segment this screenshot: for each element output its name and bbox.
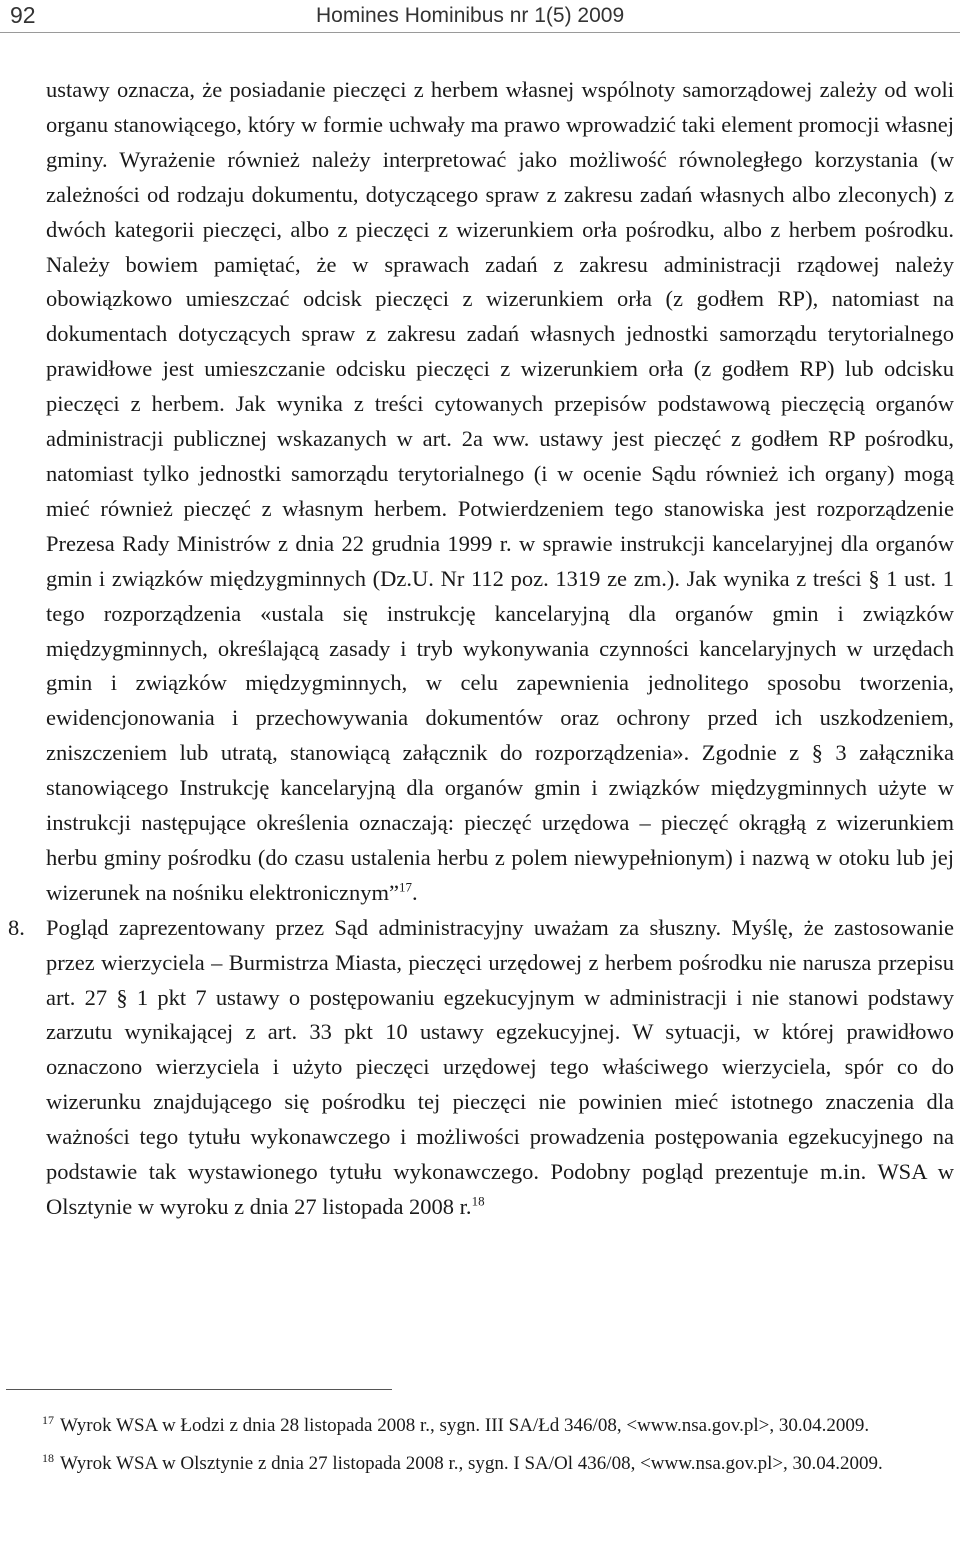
paragraph-continuation bbox=[46, 73, 954, 911]
footnote-mark: 18 bbox=[42, 1450, 54, 1465]
numbered-item-8 bbox=[8, 911, 954, 1225]
footnote-separator bbox=[6, 1389, 392, 1390]
footnote-ref-18: 18 bbox=[471, 1193, 485, 1209]
paragraph-end-punctuation: . bbox=[412, 879, 418, 905]
footnote-18 bbox=[6, 1448, 954, 1480]
footnotes bbox=[6, 1410, 954, 1486]
footnote-mark: 17 bbox=[42, 1412, 54, 1427]
footnote-ref-17: 17 bbox=[399, 879, 413, 895]
page-number: 92 bbox=[10, 2, 36, 28]
footnote-text: Wyrok WSA w Łodzi z dnia 28 listopada 2008 r., sygn. III SA/Łd 346/08, <www.nsa.gov.pl>, 30.04.2009. bbox=[60, 1415, 870, 1436]
body-text bbox=[8, 73, 954, 1225]
item-8-paragraph bbox=[46, 911, 954, 1225]
paragraph-text: ustawy oznacza, że posiadanie pieczęci z herbem własnej wspólnoty samorządowej zależy od woli organu stanowiącego, który w formie uchwały ma prawo wprowadzić taki element promocji własnej gminy. Wyrażenie również należy interpretować jako możliwość równoległego korzystania (w zależności od rodzaju dokumentu, dotyczącego spraw z zakresu zadań własnych albo zleconych) z dwóch kategorii pieczęci, albo z pieczęci z wizerunkiem orła pośrodku, albo z herbem pośrodku. Należy bowiem pamiętać, że w sprawach zadań z zakresu administracji rządowej należy obowiązkowo umieszczać odcisk pieczęci z wizerunkiem orła (z godłem RP), natomiast na dokumentach dotyczących spraw z zakresu zadań własnych jednostki samorządu terytorialnego prawidłowe jest umieszczanie odcisku pieczęci z wizerunkiem orła (z godłem RP) lub odcisku pieczęci z herbem. Jak wynika z treści cytowanych przepisów podstawową pieczęcią organów administracji publicznej wskazanych w art. 2a ww. ustawy jest pieczęć z godłem RP pośrodku, natomiast tylko jednostki samorządu terytorialnego (i w ocenie Sądu również ich organy) mogą mieć również pieczęć z własnym herbem. Potwierdzeniem tego stanowiska jest rozporządzenie Prezesa Rady Ministrów z dnia 22 grudnia 1999 r. w sprawie instrukcji kancelaryjnej dla organów gmin i związków międzygminnych (Dz.U. Nr 112 poz. 1319 ze zm.). Jak wynika z treści § 1 ust. 1 tego rozporządzenia «ustala się instrukcję kancelaryjną dla organów gmin i związków międzygminnych, określającą zasady i tryb wykonywania czynności kancelaryjnych w urzędach gmin i związków międzygminnych, w celu zapewnienia jednolitego sposobu tworzenia, ewidencjonowania i przechowywania dokumentów oraz ochrony przed ich uszkodzeniem, zniszczeniem lub utratą, stanowiącą załącznik do rozporządzenia». Zgodnie z § 3 załącznika stanowiącego Instrukcję kancelaryjną dla organów gmin i związków międzygminnych użyte w instrukcji następujące określenia oznaczają: pieczęć urzędowa – pieczęć okrągłą z wizerunkiem herbu gminy pośrodku (do czasu ustalenia herbu z polem niewypełnionym) i nazwą w otoku lub jej wizerunek na nośniku elektronicznym” bbox=[46, 77, 954, 905]
footnote-text: Wyrok WSA w Olsztynie z dnia 27 listopada 2008 r., sygn. I SA/Ol 436/08, <www.nsa.gov.pl>, 30.04.2009. bbox=[60, 1453, 883, 1474]
footnote-17 bbox=[6, 1410, 954, 1442]
item-8-text: Pogląd zaprezentowany przez Sąd administracyjny uważam za słuszny. Myślę, że zastosowanie przez wierzyciela – Burmistrza Miasta, pieczęci urzędowej z herbem pośrodku nie narusza przepisu art. 27 § 1 pkt 7 ustawy o postępowaniu egzekucyjnym w administracji i nie stanowi podstawy zarzutu wynikającej z art. 33 pkt 10 ustawy egzekucyjnej. W sytuacji, w której prawidłowo oznaczono wierzyciela i użyto pieczęci urzędowej tego właściwego wierzyciela, spór co do wizerunku znajdującego się pośrodku tej pieczęci nie powinien mieć istotnego znaczenia dla ważności tego tytułu wykonawczego i możliwości prowadzenia postępowania egzekucyjnego na podstawie tak wystawionego tytułu wykonawczego. Podobny pogląd prezentuje m.in. WSA w Olsztynie w wyroku z dnia 27 listopada 2008 r. bbox=[46, 914, 954, 1219]
item-number: 8. bbox=[8, 914, 25, 940]
journal-title: Homines Hominibus nr 1(5) 2009 bbox=[316, 4, 625, 27]
page-header bbox=[0, 0, 960, 33]
